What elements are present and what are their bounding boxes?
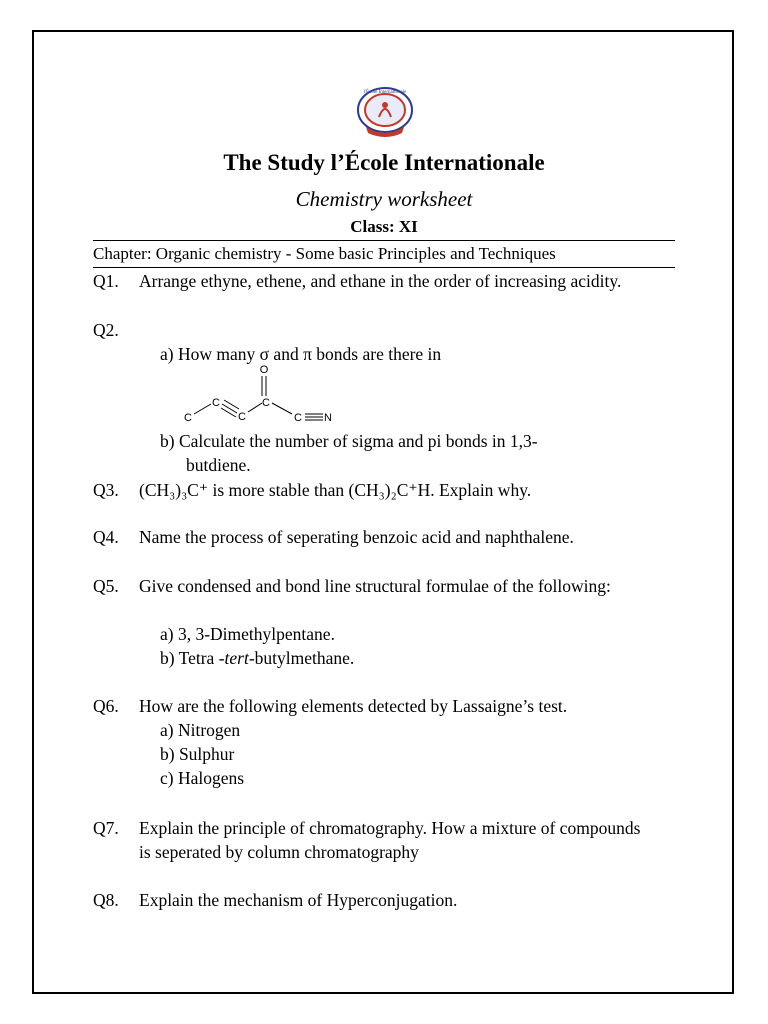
atom-label: N: [324, 412, 332, 424]
atom-label: C: [294, 412, 302, 424]
question-2a: a) How many σ and π bonds are there in: [160, 344, 442, 364]
question-number: Q4.: [93, 527, 119, 547]
question-6c: c) Halogens: [160, 768, 245, 788]
school-logo: [352, 83, 418, 141]
question-number: Q5.: [93, 576, 119, 596]
atom-label: C: [238, 411, 246, 423]
school-name: The Study l’École Internationale: [223, 150, 545, 175]
question-number: Q6.: [93, 696, 119, 716]
logo-lettering: l'École Internationale: [363, 90, 407, 95]
question-number: Q8.: [93, 890, 119, 910]
question-6b: b) Sulphur: [160, 744, 235, 764]
question-text: Give condensed and bond line structural formulae of the following:: [139, 576, 611, 596]
question-6a: a) Nitrogen: [160, 720, 241, 740]
question-2b-continued: butdiene.: [186, 455, 251, 475]
question-text: Arrange ethyne, ethene, and ethane in the order of increasing acidity.: [139, 271, 622, 291]
question-number: Q1.: [93, 271, 119, 291]
chapter-line: Chapter: Organic chemistry - Some basic Principles and Techniques: [93, 240, 675, 268]
question-text: Explain the principle of chromatography. How a mixture of compounds is seperated by column chromatography: [139, 818, 641, 862]
question-number: Q2.: [93, 320, 119, 340]
atom-label: O: [259, 364, 269, 376]
question-text: Name the process of seperating benzoic acid and naphthalene.: [139, 527, 574, 547]
question-text: How are the following elements detected by Lassaigne’s test.: [139, 696, 568, 716]
question-number: Q3.: [93, 480, 119, 500]
question-number: Q7.: [93, 818, 119, 838]
question-5a: a) 3, 3-Dimethylpentane.: [160, 624, 335, 644]
question-text: Explain the mechanism of Hyperconjugation.: [139, 890, 458, 910]
question-text: (CH₃)₃C⁺ is more stable than (CH₃)₂C⁺H. Explain why.: [139, 480, 532, 500]
worksheet-subtitle: Chemistry worksheet: [295, 187, 473, 211]
molecule-structure: [178, 362, 348, 428]
atom-label: C: [184, 412, 192, 424]
question-2b: b) Calculate the number of sigma and pi bonds in 1,3-: [160, 431, 538, 451]
question-5b: b) Tetra -tert-butylmethane.: [160, 648, 355, 668]
atom-label: C: [212, 397, 220, 409]
class-label: Class: XI: [350, 217, 418, 236]
atom-label: C: [262, 397, 270, 409]
